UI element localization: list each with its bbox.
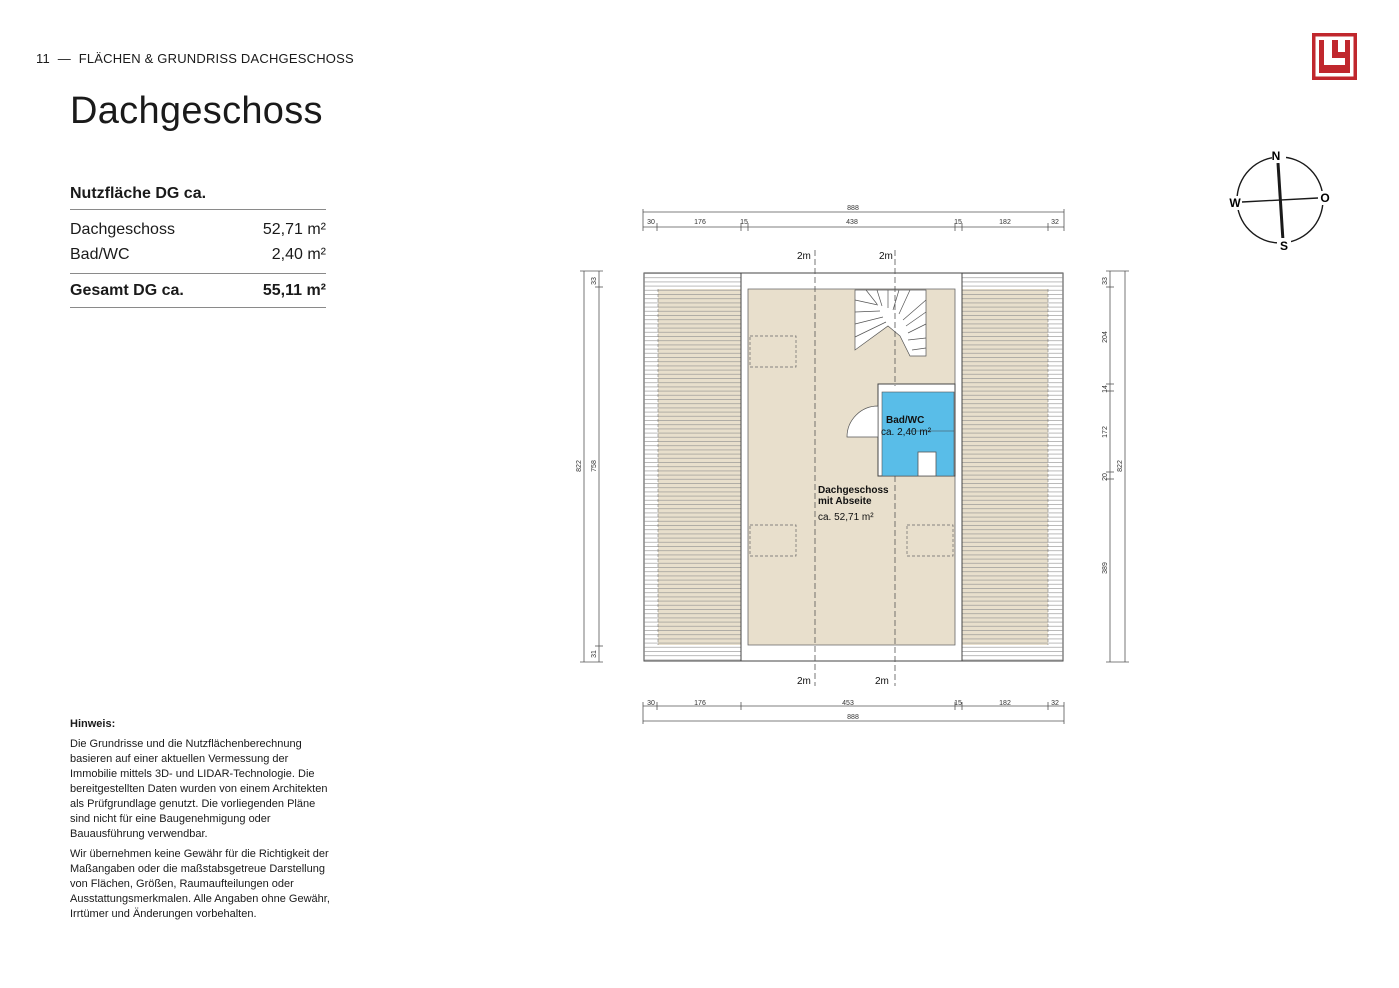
dim-right-segment: 33 xyxy=(1102,277,1109,285)
section-title: FLÄCHEN & GRUNDRISS DACHGESCHOSS xyxy=(78,51,354,66)
disclaimer-note xyxy=(70,717,330,927)
dim-right-segment: 389 xyxy=(1102,562,1109,574)
roof-right xyxy=(962,273,1063,661)
area-total-row xyxy=(70,273,326,308)
dim-bottom-total: 888 xyxy=(847,714,859,721)
page-header xyxy=(36,51,354,66)
dim-right-total: 822 xyxy=(1117,460,1124,472)
note-paragraph: Die Grundrisse und die Nutzflächenberechnung basieren auf einer aktuellen Vermessung der Immobilie mittels 3D- und LIDAR-Technologie. Die bereitgestellten Daten wurden von einem Architekten als Prüfgrundlage genutzt. Die vorliegenden Pläne sind nicht für eine Baugenehmigung oder Bauausführung verwendbar. xyxy=(70,738,328,840)
area-total-value: 55,11 m² xyxy=(262,282,326,299)
headroom-label: 2m xyxy=(797,251,811,262)
compass-south-label: S xyxy=(1279,239,1289,253)
headroom-label: 2m xyxy=(879,251,893,262)
dim-bottom-segment: 15 xyxy=(954,700,962,707)
roof-left xyxy=(644,273,741,661)
compass-icon xyxy=(1225,145,1335,255)
area-total-label: Gesamt DG ca. xyxy=(70,282,184,299)
note-paragraph: Wir übernehmen keine Gewähr für die Richtigkeit der Maßangaben oder die maßstabsgetreue Darstellung von Flächen, Größen, Raumaufteilungen oder Ausstattungsmerkmalen. Alle Angaben ohne Gewähr, Irrtümer und Änderungen vorbehalten. xyxy=(70,848,330,920)
toilet-icon xyxy=(918,452,936,476)
dim-left-bottom: 31 xyxy=(591,650,598,658)
area-row-label: Bad/WC xyxy=(70,245,130,263)
dim-right-segment: 20 xyxy=(1102,473,1109,481)
page-number: 11 xyxy=(36,51,50,66)
dim-bottom-segment: 453 xyxy=(842,700,854,707)
area-row-value: 52,71 m² xyxy=(262,220,326,238)
area-row-bad-wc xyxy=(70,242,326,267)
area-table-heading: Nutzfläche DG ca. xyxy=(70,185,326,210)
note-title: Hinweis: xyxy=(70,718,116,730)
dim-bottom-segment: 32 xyxy=(1051,700,1059,707)
area-row-dachgeschoss xyxy=(70,217,326,242)
bathroom-area-label: ca. 2,40 m² xyxy=(881,427,932,438)
headroom-label: 2m xyxy=(875,676,889,687)
dim-right-segment: 14 xyxy=(1102,385,1109,393)
dim-right-segment: 204 xyxy=(1102,331,1109,343)
compass-north-label: N xyxy=(1271,149,1281,163)
room-area-label: ca. 52,71 m² xyxy=(818,512,874,523)
room-label-line-1: Dachgeschoss xyxy=(818,485,889,496)
dim-bottom-segment: 176 xyxy=(694,700,706,707)
floor-plan xyxy=(560,195,1160,735)
room-label-line-2: mit Abseite xyxy=(818,496,872,507)
dim-left-top: 33 xyxy=(591,277,598,285)
dim-top-segment: 15 xyxy=(954,219,962,226)
header-separator: — xyxy=(57,51,71,66)
compass-west-label: W xyxy=(1229,196,1241,210)
dim-top-segment: 438 xyxy=(846,219,858,226)
dim-top-segment: 32 xyxy=(1051,219,1059,226)
dim-left-total: 822 xyxy=(576,460,583,472)
area-table xyxy=(70,185,326,308)
area-row-label: Dachgeschoss xyxy=(70,220,175,238)
dim-top-total: 888 xyxy=(847,205,859,212)
bathroom-label: Bad/WC xyxy=(886,415,925,426)
area-row-value: 2,40 m² xyxy=(271,245,326,263)
dim-right-segment: 172 xyxy=(1102,426,1109,438)
dim-top-segment: 176 xyxy=(694,219,706,226)
dim-top-segment: 30 xyxy=(647,219,655,226)
compass-east-label: O xyxy=(1320,191,1330,205)
brand-logo-icon xyxy=(1312,33,1357,80)
dim-top-segment: 182 xyxy=(999,219,1011,226)
dim-bottom-segment: 182 xyxy=(999,700,1011,707)
dim-left-inner: 758 xyxy=(591,460,598,472)
dim-top-segment: 15 xyxy=(740,219,748,226)
headroom-label: 2m xyxy=(797,676,811,687)
page-title: Dachgeschoss xyxy=(70,90,323,132)
dim-bottom-segment: 30 xyxy=(647,700,655,707)
